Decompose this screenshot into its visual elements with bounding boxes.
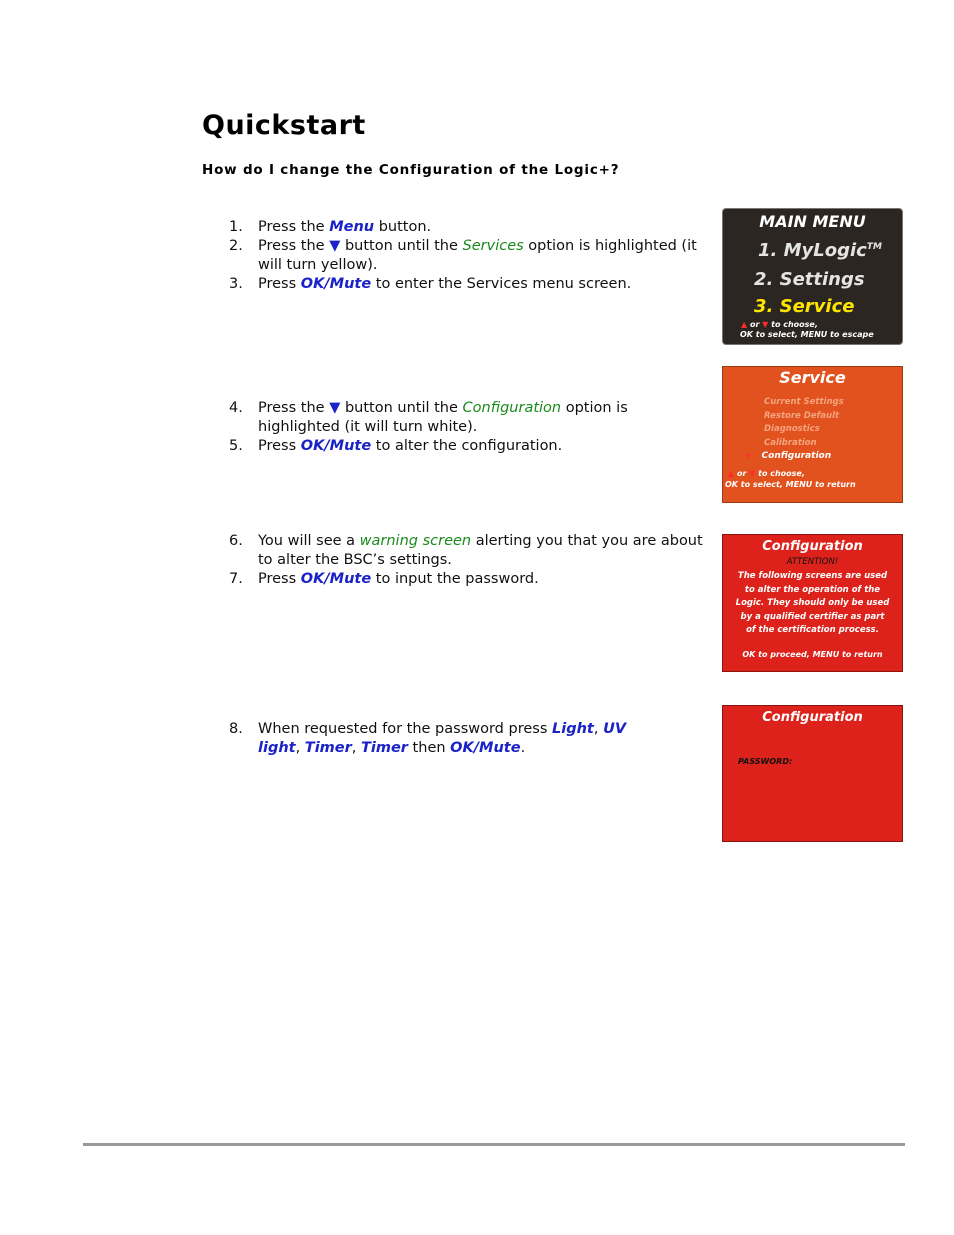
ok-mute-button-ref: OK/Mute: [450, 740, 521, 756]
configuration-option-ref: Configuration: [462, 400, 562, 416]
step-number: 6.: [229, 533, 243, 549]
step-text: ,: [295, 740, 305, 756]
main-menu-help-line-1: [741, 320, 818, 329]
step-text: option is highlighted (it will turn yellow).: [258, 238, 697, 273]
service-item-diagnostics: Diagnostics: [764, 424, 820, 434]
service-item-restore-default: Restore Default: [764, 410, 840, 421]
warning-line: by a qualified certifier as part: [740, 611, 885, 622]
main-menu-item-settings: 2. Settings: [754, 269, 865, 290]
main-menu-help-line-2: OK to select, MENU to escape: [740, 330, 874, 339]
warning-screen-ref: warning screen: [359, 533, 472, 549]
steps-group-4: [229, 720, 669, 758]
step-text: to enter the Services menu screen.: [371, 276, 632, 292]
warning-attention: ATTENTION!: [786, 557, 839, 567]
step-text: Press: [258, 571, 301, 587]
step-text: option is highlighted (it will turn white).: [258, 400, 628, 435]
service-help-line-1: [728, 469, 805, 478]
steps-group-1: [229, 218, 709, 294]
configuration-warning-screen: [722, 534, 903, 672]
step-text: to input the password.: [371, 571, 539, 587]
warning-message: [723, 570, 902, 638]
service-title: Service: [779, 368, 846, 387]
step-text: .: [520, 740, 526, 756]
help-text: or: [734, 469, 750, 478]
step-text: to alter the configuration.: [371, 438, 563, 454]
ok-mute-button-ref: OK/Mute: [300, 571, 372, 587]
step-number: 1.: [229, 219, 243, 235]
page-subtitle: How do I change the Configuration of the Logic+?: [202, 162, 620, 178]
step-number: 4.: [229, 400, 243, 416]
main-menu-item-service: 3. Service: [754, 296, 855, 317]
step-3: [229, 275, 709, 294]
step-text: button.: [374, 219, 432, 235]
service-item-calibration: Calibration: [764, 437, 817, 448]
step-text: You will see a: [258, 533, 360, 549]
step-2: [229, 237, 709, 275]
step-text: button until the: [340, 400, 463, 416]
step-8: [229, 720, 669, 758]
down-arrow-icon: ▼: [329, 400, 341, 416]
uv-light-button-ref: UV light: [258, 721, 627, 756]
step-number: 7.: [229, 571, 243, 587]
down-arrow-icon: ▼: [749, 469, 756, 478]
steps-group-2: [229, 399, 704, 456]
service-help-line-2: OK to select, MENU to return: [725, 480, 856, 489]
step-4: [229, 399, 704, 437]
main-menu-screen: [722, 208, 903, 345]
steps-group-3: [229, 532, 709, 589]
configuration-password-screen: [722, 705, 903, 842]
help-text: or: [747, 320, 763, 329]
help-text: to choose,: [768, 320, 818, 329]
step-text: Press the: [258, 238, 330, 254]
step-text: Press: [258, 276, 301, 292]
timer-button-ref: Timer: [360, 740, 408, 756]
timer-button-ref: Timer: [304, 740, 352, 756]
step-text: Press the: [258, 400, 330, 416]
warning-line: The following screens are used: [737, 571, 888, 581]
password-label: PASSWORD:: [738, 757, 793, 766]
service-screen: [722, 366, 903, 503]
step-7: [229, 570, 709, 589]
step-text: Press: [258, 438, 301, 454]
ok-mute-button-ref: OK/Mute: [300, 438, 372, 454]
step-number: 3.: [229, 276, 243, 292]
selection-arrow-icon: ▸: [747, 451, 752, 461]
step-text: button until the: [340, 238, 463, 254]
step-number: 2.: [229, 238, 243, 254]
step-text: then: [407, 740, 451, 756]
page-title: Quickstart: [202, 110, 366, 141]
step-text: Press the: [258, 219, 330, 235]
selected-item-label: Configuration: [761, 451, 832, 461]
menu-button-ref: Menu: [329, 219, 375, 235]
help-text: to choose,: [755, 469, 805, 478]
down-arrow-icon: ▼: [762, 320, 769, 329]
step-6: [229, 532, 709, 570]
step-1: [229, 218, 709, 237]
up-arrow-icon: ▲: [728, 469, 735, 478]
trademark: TM: [866, 242, 882, 252]
step-5: [229, 437, 704, 456]
footer-divider: [83, 1143, 905, 1146]
warning-title: Configuration: [762, 539, 863, 554]
password-title: Configuration: [762, 710, 863, 725]
down-arrow-icon: ▼: [329, 238, 341, 254]
step-text: When requested for the password press: [258, 721, 552, 737]
main-menu-title: MAIN MENU: [759, 212, 866, 231]
service-item-current-settings: Current Settings: [764, 397, 844, 407]
main-menu-item-mylogic: [758, 240, 882, 261]
step-text: alerting you that you are about to alter the BSC’s settings.: [258, 533, 703, 568]
warning-line: of the certification process.: [746, 625, 879, 636]
step-text: ,: [351, 740, 361, 756]
ok-mute-button-ref: OK/Mute: [300, 276, 372, 292]
warning-line: to alter the operation of the: [744, 584, 881, 595]
services-option-ref: Services: [462, 238, 524, 254]
service-menu-list: [764, 396, 844, 450]
warning-footer: OK to proceed, MENU to return: [742, 650, 883, 659]
warning-line: Logic. They should only be used: [735, 598, 890, 609]
up-arrow-icon: ▲: [741, 320, 748, 329]
service-item-configuration: [747, 451, 831, 461]
step-number: 5.: [229, 438, 243, 454]
light-button-ref: Light: [552, 721, 594, 737]
step-text: ,: [593, 721, 604, 737]
step-number: 8.: [229, 721, 243, 737]
menu-item-label: 1. MyLogic: [758, 240, 867, 261]
